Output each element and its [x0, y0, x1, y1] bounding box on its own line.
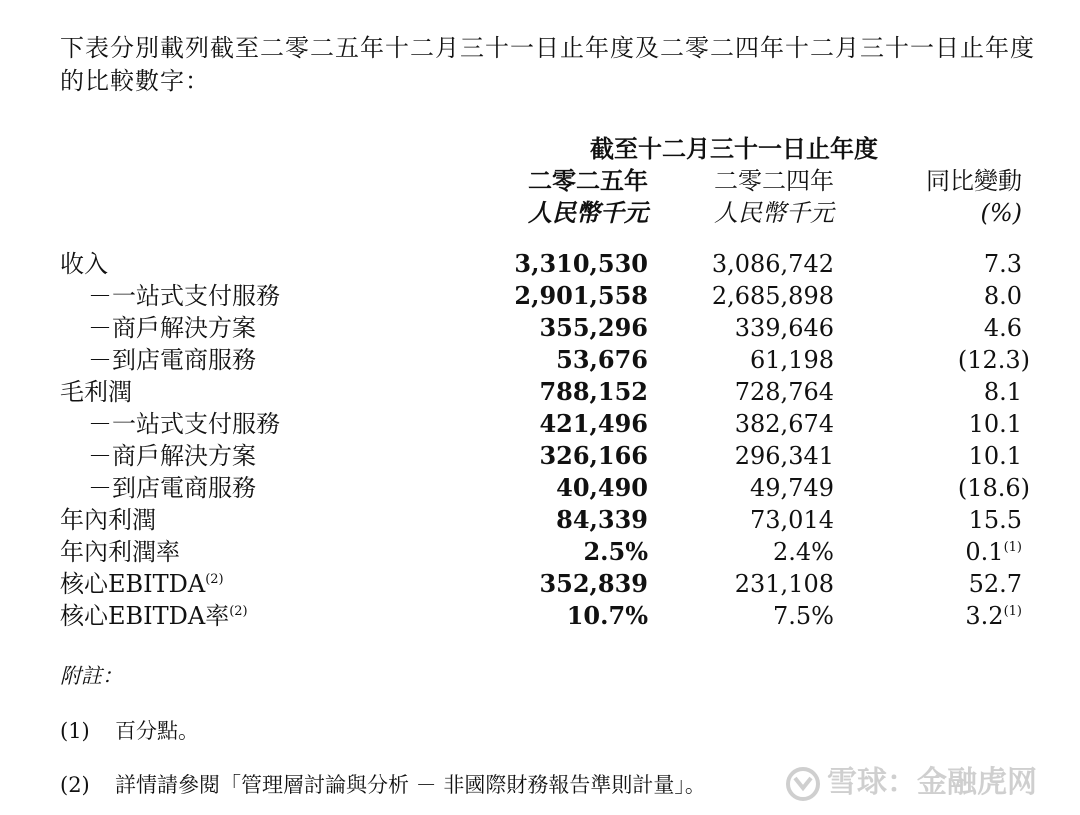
watermark-text: 雪球：金融虎网	[827, 765, 1037, 800]
notes-title: 附註：	[60, 664, 123, 688]
note-number-2: (2)	[60, 773, 90, 797]
value-2025: 326,166	[539, 441, 648, 470]
value-2024: 49,749	[750, 474, 834, 502]
change-value: 0.1	[965, 538, 1004, 566]
column-unit-2025: 人民幣千元	[528, 198, 648, 227]
footnote-ref: (2)	[229, 604, 248, 619]
value-change: 10.1	[968, 410, 1022, 438]
table-row-revenue-payment	[0, 280, 1080, 312]
value-2024: 73,014	[750, 506, 834, 534]
value-change: 4.6	[983, 314, 1022, 342]
footnote-ref: (1)	[1003, 604, 1022, 619]
watermark	[785, 760, 1055, 806]
snowball-logo-icon	[785, 766, 821, 802]
row-label: －商戶解決方案	[88, 314, 256, 342]
value-2025: 421,496	[539, 409, 648, 438]
value-change: 8.1	[983, 378, 1022, 406]
value-2025: 84,339	[556, 505, 648, 534]
row-label: －一站式支付服務	[88, 410, 280, 438]
row-label	[60, 568, 224, 600]
footnote-ref: (1)	[1003, 540, 1022, 555]
row-label: 年內利潤	[60, 506, 156, 534]
value-change: (18.6)	[957, 474, 1030, 502]
table-row-gp-merchant	[0, 440, 1080, 472]
table-row-core-ebitda-margin	[0, 600, 1080, 632]
value-2025: 40,490	[556, 473, 648, 502]
column-unit-2024: 人民幣千元	[714, 199, 834, 227]
value-2025: 3,310,530	[514, 249, 648, 278]
value-2024: 61,198	[750, 346, 834, 374]
table-row-profit-for-year	[0, 504, 1080, 536]
note-number-1: (1)	[60, 719, 90, 743]
note-text-2: 詳情請參閱「管理層討論與分析 － 非國際財務報告準則計量」。	[115, 773, 706, 797]
intro-paragraph: 下表分別載列截至二零二五年十二月三十一日止年度及二零二四年十二月三十一日止年度的比較數字：	[60, 34, 1035, 95]
row-label: －商戶解決方案	[88, 442, 256, 470]
value-2024: 7.5%	[773, 602, 834, 630]
value-change: 15.5	[968, 506, 1022, 534]
table-row-gp-payment	[0, 408, 1080, 440]
table-row-gp-instore	[0, 472, 1080, 504]
note-text-1: 百分點。	[115, 719, 199, 743]
period-header: 截至十二月三十一日止年度	[590, 134, 878, 163]
value-2024: 231,108	[734, 570, 834, 598]
value-change: 10.1	[968, 442, 1022, 470]
value-2025: 355,296	[539, 313, 648, 342]
column-header-2025: 二零二五年	[528, 166, 648, 195]
row-label: －一站式支付服務	[88, 282, 280, 310]
row-label: －到店電商服務	[88, 346, 256, 374]
table-row-profit-margin	[0, 536, 1080, 568]
row-label: －到店電商服務	[88, 474, 256, 502]
column-header-2024: 二零二四年	[714, 167, 834, 195]
value-change: (12.3)	[957, 346, 1030, 374]
row-label-text: 核心EBITDA	[60, 570, 206, 598]
row-label-text: 核心EBITDA率	[60, 602, 230, 630]
value-2024: 728,764	[734, 378, 834, 406]
table-row-revenue-merchant	[0, 312, 1080, 344]
row-label	[60, 600, 248, 632]
column-unit-change: (%)	[980, 199, 1022, 227]
value-2025: 2,901,558	[514, 281, 648, 310]
row-label: 收入	[60, 250, 108, 278]
value-2025: 788,152	[539, 377, 648, 406]
row-label: 毛利潤	[60, 378, 132, 406]
value-change: 8.0	[983, 282, 1022, 310]
value-change: 7.3	[983, 250, 1022, 278]
column-header-change: 同比變動	[926, 167, 1022, 195]
value-2024: 3,086,742	[711, 250, 834, 278]
value-change	[965, 600, 1022, 632]
table-row-revenue-instore	[0, 344, 1080, 376]
value-2025: 53,676	[556, 345, 648, 374]
value-2025: 10.7%	[566, 601, 648, 630]
value-2024: 382,674	[734, 410, 834, 438]
row-label: 年內利潤率	[60, 538, 180, 566]
table-row-revenue	[0, 248, 1080, 280]
value-2024: 2,685,898	[711, 282, 834, 310]
footnote-ref: (2)	[205, 572, 224, 587]
value-change	[965, 536, 1022, 568]
table-row-core-ebitda	[0, 568, 1080, 600]
value-2024: 339,646	[734, 314, 834, 342]
value-2024: 2.4%	[773, 538, 834, 566]
table-row-gross-profit	[0, 376, 1080, 408]
change-value: 3.2	[965, 602, 1004, 630]
value-change: 52.7	[968, 570, 1022, 598]
value-2024: 296,341	[734, 442, 834, 470]
value-2025: 352,839	[539, 569, 648, 598]
value-2025: 2.5%	[583, 537, 648, 566]
